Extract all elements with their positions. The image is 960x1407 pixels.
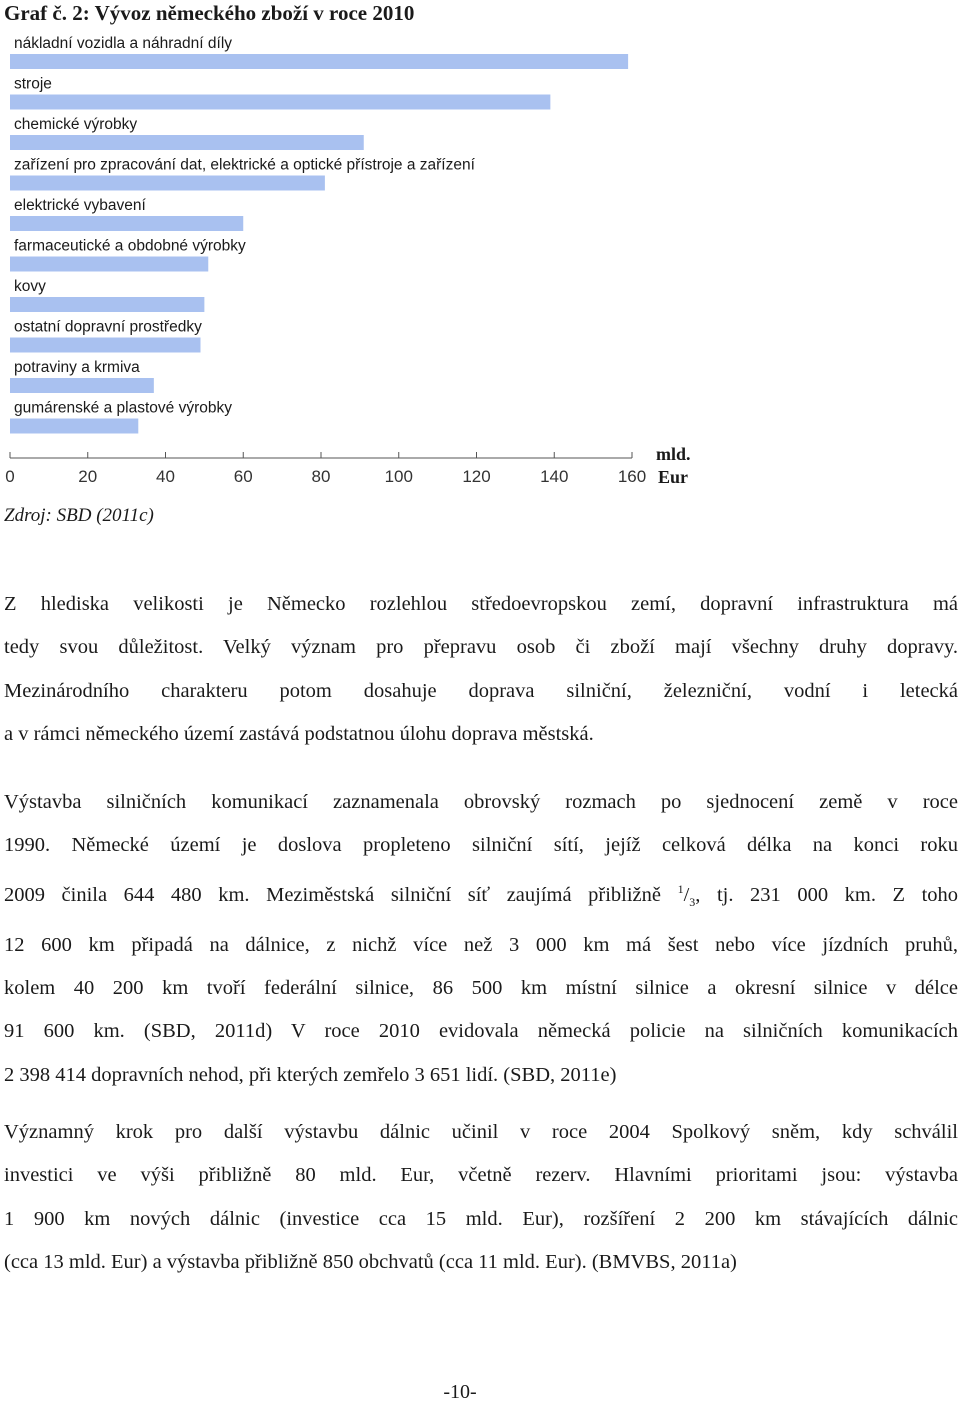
paragraph-3-line: investici ve výši přibližně 80 mld. Eur, včetně rezerv. Hlavními prioritami jsou: výstavba [4, 1164, 958, 1187]
paragraph-1-line: Mezinárodního charakteru potom dosahuje doprava silniční, železniční, vodní i letecká [4, 679, 958, 702]
fraction-denominator: 3 [689, 894, 696, 909]
paragraph-2-line-fraction: 2009 činila 644 480 km. Meziměstská silniční síť zaujímá přibližně $^1/_3$, tj. 231 000 km. Z toho [4, 881, 959, 909]
bar [10, 378, 154, 393]
page-number: -10- [443, 1381, 477, 1403]
fraction-numerator: 1 [677, 881, 684, 896]
chart-source: Zdroj: SBD (2011c) [4, 505, 154, 526]
paragraph-2-line: kolem 40 200 km tvoří federální silnice, 86 500 km místní silnice a okresní silnice v délce [4, 977, 958, 1000]
paragraph-1 [4, 583, 958, 756]
category-label: ostatní dopravní prostředky [14, 318, 202, 336]
paragraph-1-line: a v rámci německého území zastává podstatnou úlohu doprava městská. [4, 722, 594, 745]
category-label: farmaceutické a obdobné výrobky [14, 237, 246, 255]
bar [10, 257, 208, 272]
paragraph-2-line: 2 398 414 dopravních nehod, při kterých zemřelo 3 651 lidí. (SBD, 2011e) [4, 1063, 617, 1086]
category-label: nákladní vozidla a náhradní díly [14, 35, 233, 52]
category-label: stroje [14, 75, 52, 93]
bar [10, 54, 628, 69]
bar [10, 135, 364, 150]
category-label: kovy [14, 278, 46, 295]
category-label: gumárenské a plastové výrobky [14, 399, 232, 417]
paragraph-3 [4, 1111, 958, 1284]
paragraph-1-line: tedy svou důležitost. Velký význam pro přepravu osob či zboží mají všechny druhy dopravy. [4, 636, 958, 659]
paragraph-2-line: 91 600 km. (SBD, 2011d) V roce 2010 evidovala německá policie na silničních komunikacích [4, 1020, 958, 1043]
x-tick-label: 0 [5, 467, 15, 486]
paragraph-2-line: Výstavba silničních komunikací zaznamenala obrovský rozmach po sjednocení země v roce [4, 791, 958, 813]
bar [10, 216, 243, 231]
paragraph-2-line: 1990. Německé území je doslova propleteno silniční sítí, jejíž celková délka na konci roku [4, 834, 958, 857]
bar [10, 338, 200, 353]
x-tick-label: 80 [311, 467, 331, 486]
category-label: elektrické vybavení [14, 197, 146, 214]
line-text-after: , tj. 231 000 km. Z toho [695, 883, 959, 906]
paragraph-3-line: 1 900 km nových dálnic (investice cca 15 mld. Eur), rozšíření 2 200 km stávajících dálnic [4, 1207, 958, 1230]
x-tick-label: 160 [617, 467, 647, 486]
unit-label: mld. [656, 444, 691, 464]
category-label: chemické výrobky [14, 116, 138, 133]
category-label: zařízení pro zpracování dat, elektrické a optické přístroje a zařízení [14, 156, 475, 174]
bar [10, 297, 204, 312]
paragraph-2-line: 12 600 km připadá na dálnice, z nichž více než 3 000 km má šest nebo více jízdních pruhů, [4, 933, 958, 956]
x-tick-label: 20 [78, 467, 98, 486]
paragraph-3-line: Významný krok pro další výstavbu dálnic učinil v roce 2004 Spolkový sněm, kdy schválil [4, 1121, 958, 1143]
paragraph-2 [4, 781, 958, 1097]
line-text-before: 2009 činila 644 480 km. Meziměstská silniční síť zaujímá přibližně [4, 883, 662, 906]
x-tick-label: 120 [462, 467, 491, 486]
x-tick-label: 140 [540, 467, 569, 486]
paragraph-3-line: (cca 13 mld. Eur) a výstavba přibližně 850 obchvatů (cca 11 mld. Eur). (BMVBS, 2011a) [4, 1250, 737, 1273]
x-tick-label: 60 [233, 467, 253, 486]
bar [10, 95, 550, 110]
bar [10, 176, 325, 191]
bar [10, 419, 138, 434]
paragraph-1-line: Z hlediska velikosti je Německo rozlehlou středoevropskou zemí, dopravní infrastruktura má [4, 593, 958, 615]
x-tick-label: 100 [384, 467, 413, 486]
x-tick-label: 40 [156, 467, 175, 486]
figure-caption: Graf č. 2: Vývoz německého zboží v roce 2010 [4, 1, 415, 25]
category-label: potraviny a krmiva [14, 359, 140, 376]
export-bar-chart [0, 28, 720, 498]
unit-label: Eur [658, 467, 689, 487]
